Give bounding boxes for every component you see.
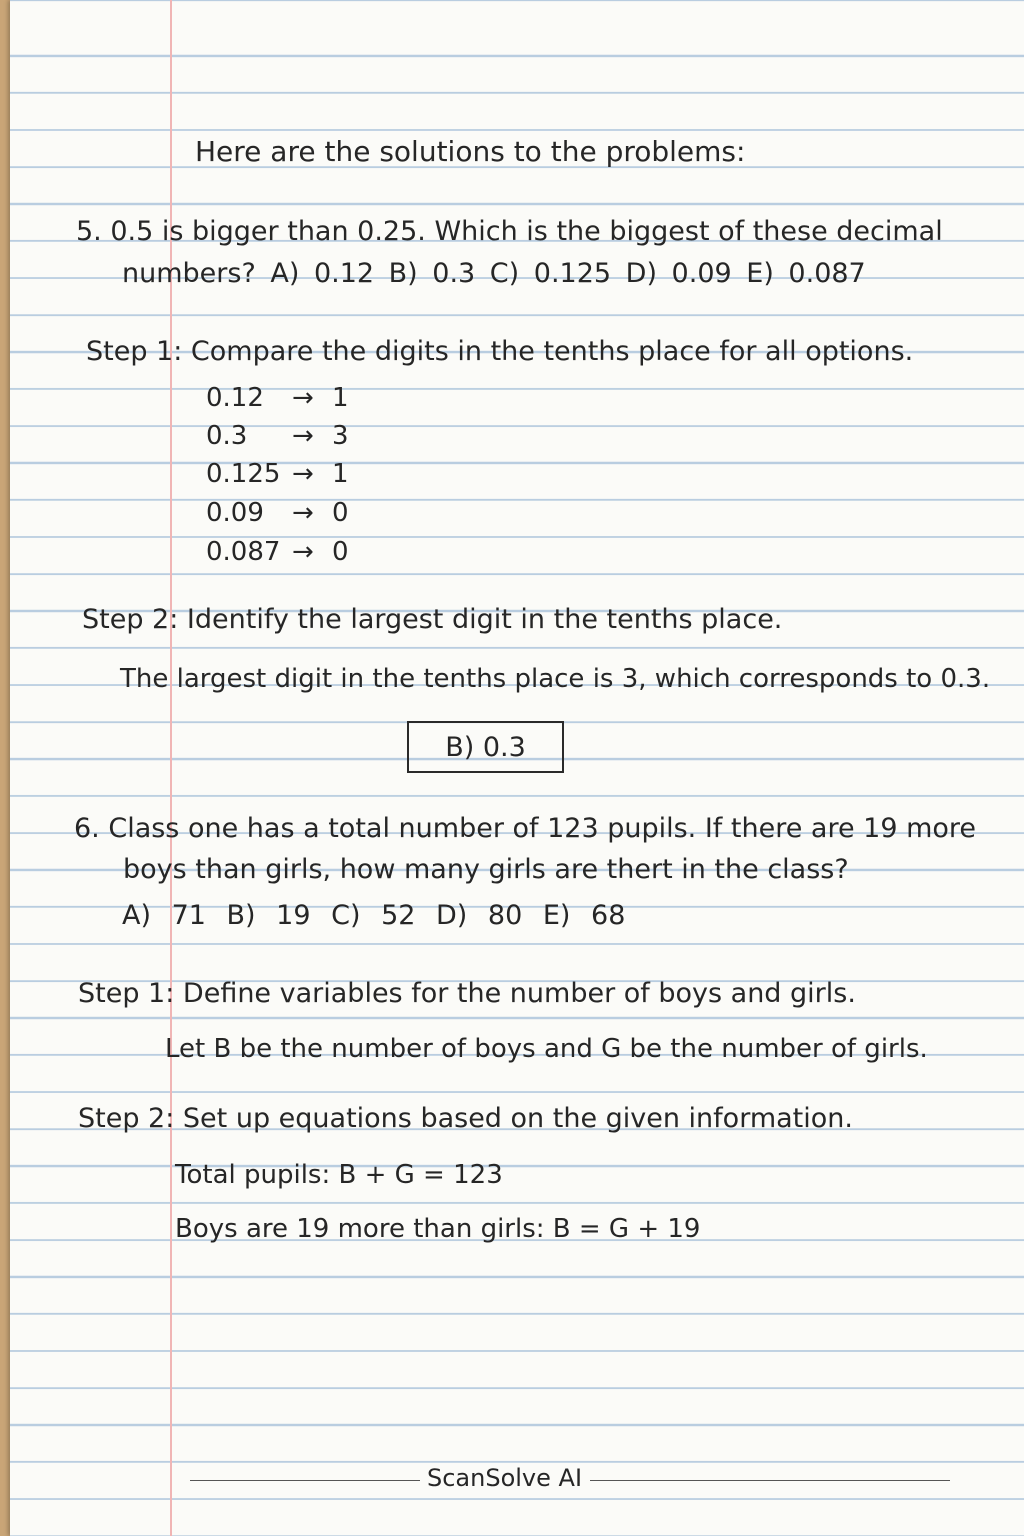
footer-rule-left xyxy=(190,1480,420,1481)
comparison-row xyxy=(206,500,349,526)
comparison-digit: 1 xyxy=(332,459,349,489)
problem-6-step-1-detail: Let B be the number of boys and G be the number of girls. xyxy=(165,1034,928,1064)
comparison-row xyxy=(206,423,349,449)
equation-boys-more: Boys are 19 more than girls: B = G + 19 xyxy=(175,1214,701,1244)
equation-total-pupils: Total pupils: B + G = 123 xyxy=(175,1160,503,1190)
problem-5-question-line-1: 5. 0.5 is bigger than 0.25. Which is the biggest of these decimal xyxy=(76,216,943,247)
problem-5-question-line-2: numbers? A) 0.12 B) 0.3 C) 0.125 D) 0.09 E) 0.087 xyxy=(122,258,866,289)
arrow-icon: → xyxy=(292,498,314,528)
comparison-digit: 0 xyxy=(332,537,349,567)
problem-6-step-2: Step 2: Set up equations based on the given information. xyxy=(78,1103,853,1134)
arrow-icon: → xyxy=(292,421,314,451)
problem-5-step-1: Step 1: Compare the digits in the tenths place for all options. xyxy=(86,336,914,367)
brand-label: ScanSolve AI xyxy=(427,1464,583,1492)
comparison-row xyxy=(206,385,349,411)
problem-5-step-2: Step 2: Identify the largest digit in the tenths place. xyxy=(82,604,783,635)
comparison-digit: 1 xyxy=(332,383,349,413)
comparison-digit: 3 xyxy=(332,421,349,451)
comparison-digit: 0 xyxy=(332,498,349,528)
comparison-value: 0.09 xyxy=(206,498,264,528)
comparison-row xyxy=(206,461,349,487)
problem-6-question-line-1: 6. Class one has a total number of 123 pupils. If there are 19 more xyxy=(74,813,977,844)
comparison-value: 0.087 xyxy=(206,537,281,567)
notebook-page xyxy=(10,0,1024,1536)
comparison-value: 0.3 xyxy=(206,421,248,451)
problem-6-step-1: Step 1: Define variables for the number of boys and girls. xyxy=(78,978,856,1009)
arrow-icon: → xyxy=(292,537,314,567)
answer-box: B) 0.3 xyxy=(407,721,564,773)
comparison-value: 0.125 xyxy=(206,459,281,489)
problem-6-options: A) 71 B) 19 C) 52 D) 80 E) 68 xyxy=(122,900,626,931)
arrow-icon: → xyxy=(292,459,314,489)
problem-5-conclusion: The largest digit in the tenths place is 3, which corresponds to 0.3. xyxy=(120,664,991,694)
page-heading: Here are the solutions to the problems: xyxy=(195,135,746,168)
comparison-value: 0.12 xyxy=(206,383,264,413)
footer xyxy=(190,1464,950,1496)
comparison-row xyxy=(206,539,349,565)
problem-6-question-line-2: boys than girls, how many girls are thert in the class? xyxy=(123,854,849,885)
arrow-icon: → xyxy=(292,383,314,413)
footer-rule-right xyxy=(590,1480,950,1481)
